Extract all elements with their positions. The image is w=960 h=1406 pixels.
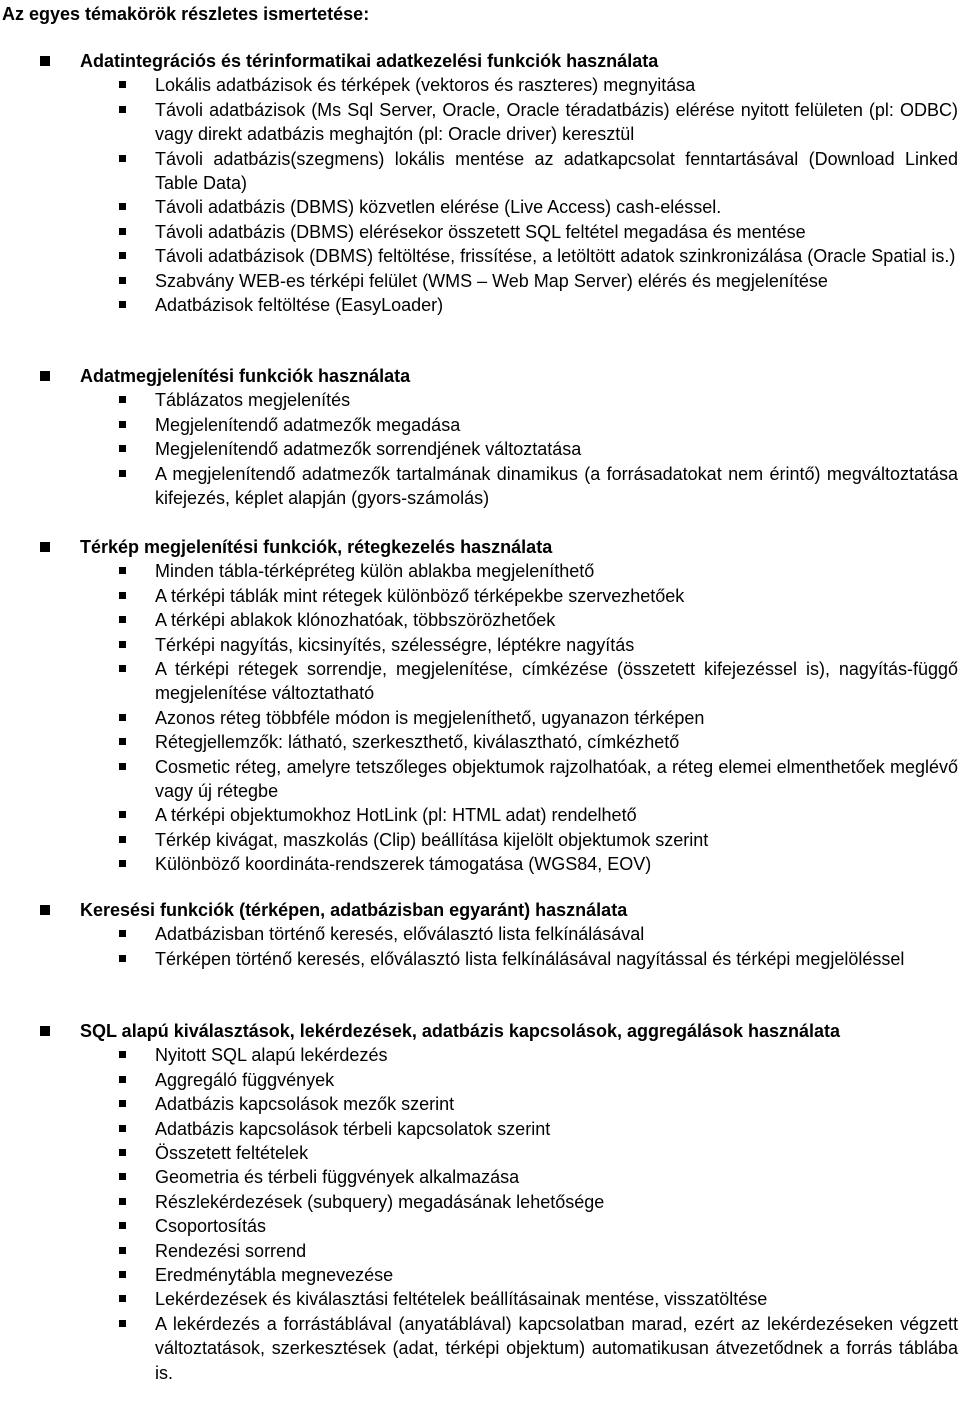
list-item [0,1117,960,1141]
list-item [0,98,960,147]
square-bullet-icon [119,106,126,113]
list-item-text: Térképi nagyítás, kicsinyítés, szélességre, léptékre nagyítás [155,634,635,655]
section-heading [0,535,960,559]
page-title: Az egyes témakörök részletes ismertetése: [2,4,370,24]
square-bullet-icon [119,955,126,962]
list-item-text: Adatbázisok feltöltése (EasyLoader) [155,295,444,316]
square-bullet-icon [119,665,126,672]
square-bullet-icon [119,470,126,477]
square-bullet-icon [119,616,126,623]
list-item [0,852,960,876]
section-data-integration [0,49,960,317]
square-bullet-icon [119,1247,126,1254]
square-bullet-icon [119,714,126,721]
square-bullet-icon [119,1051,126,1058]
list-item-text: Szabvány WEB-es térképi felület (WMS – Web Map Server) elérés és megjelenítése [155,270,828,291]
square-bullet-icon [119,81,126,88]
square-bullet-icon [119,228,126,235]
square-bullet-icon [119,1320,126,1327]
list-item [0,559,960,583]
square-bullet-icon [119,252,126,259]
list-item [0,1287,960,1311]
square-bullet-icon [119,930,126,937]
section-heading [0,1019,960,1043]
section-heading [0,49,960,73]
square-bullet-icon [119,1100,126,1107]
list-item-text: Távoli adatbázis (DBMS) közvetlen elérése (Live Access) cash-eléssel. [155,197,722,218]
list-item [0,947,960,971]
list-item [0,195,960,219]
list-item-text: A lekérdezés a forrástáblával (anyatáblával) kapcsolatban marad, ezért az lekérdezéseken végzett változtatások, szerkesztések (adat, térképi objektum) automatikusan átvezetődnek a forrás táblába is. [155,1313,958,1383]
square-bullet-icon [119,1149,126,1156]
list-item [0,1068,960,1092]
square-bullet-icon [119,738,126,745]
list-item-text: Nyitott SQL alapú lekérdezés [155,1045,388,1066]
section-heading [0,364,960,388]
list-item [0,293,960,317]
square-bullet-icon [40,56,50,66]
list-item-text: Távoli adatbázis (DBMS) elérésekor összetett SQL feltétel megadása és mentése [155,221,806,242]
list-item [0,608,960,632]
list-item-text: A térképi rétegek sorrendje, megjelenítése, címkézése (összetett kifejezéssel is), nagyítás-függő megjelenítése változtatható [155,659,958,704]
square-bullet-icon [119,203,126,210]
list-item [0,413,960,437]
square-bullet-icon [119,811,126,818]
section-map-display [0,535,960,877]
square-bullet-icon [119,396,126,403]
list-item-text: Távoli adatbázis(szegmens) lokális mentése az adatkapcsolat fenntartásával (Download Linked Table Data) [155,148,958,194]
square-bullet-icon [119,836,126,843]
list-item-text: Térkép kivágat, maszkolás (Clip) beállítása kijelölt objektumok szerint [155,829,709,850]
list-item-text: Adatbázisban történő keresés, előválasztó lista felkínálásával [155,924,645,945]
item-list [0,559,960,876]
square-bullet-icon [119,1222,126,1229]
list-item [0,388,960,412]
square-bullet-icon [119,1076,126,1083]
list-item [0,657,960,706]
list-item [0,730,960,754]
section-search [0,898,960,971]
square-bullet-icon [119,1173,126,1180]
list-item-text: Lekérdezések és kiválasztási feltételek beállításainak mentése, visszatöltése [155,1289,768,1310]
list-item [0,220,960,244]
list-item [0,269,960,293]
item-list [0,73,960,317]
list-item [0,828,960,852]
square-bullet-icon [40,542,50,552]
list-item [0,922,960,946]
list-item-text: Táblázatos megjelenítés [155,390,351,411]
section-heading-text: Térkép megjelenítési funkciók, rétegkezelés használata [80,537,553,557]
list-item-text: Lokális adatbázisok és térképek (vektoros és raszteres) megnyitása [155,75,696,96]
item-list [0,1043,960,1385]
square-bullet-icon [119,1295,126,1302]
list-item-text: Adatbázis kapcsolások térbeli kapcsolatok szerint [155,1118,551,1139]
list-item [0,1043,960,1067]
section-data-display [0,364,960,510]
section-heading-text: Keresési funkciók (térképen, adatbázisban egyaránt) használata [80,900,628,920]
list-item-text: Geometria és térbeli függvények alkalmazása [155,1167,520,1188]
list-item-text: Rendezési sorrend [155,1240,307,1261]
square-bullet-icon [119,421,126,428]
list-item-text: A térképi táblák mint rétegek különböző térképekbe szervezhetőek [155,585,685,606]
square-bullet-icon [40,905,50,915]
list-item-text: Csoportosítás [155,1216,267,1237]
list-item-text: A térképi objektumokhoz HotLink (pl: HTML adat) rendelhető [155,805,637,826]
square-bullet-icon [119,1198,126,1205]
list-item [0,1239,960,1263]
square-bullet-icon [119,301,126,308]
list-item [0,147,960,196]
square-bullet-icon [119,641,126,648]
list-item-text: Megjelenítendő adatmezők sorrendjének változtatása [155,439,582,460]
list-item-text: A térképi ablakok klónozhatóak, többszörözhetőek [155,610,556,631]
list-item-text: A megjelenítendő adatmezők tartalmának dinamikus (a forrásadatokat nem érintő) megváltoztatása kifejezés, képlet alapján (gyors-számolás) [155,463,958,509]
square-bullet-icon [119,445,126,452]
list-item-text: Részlekérdezések (subquery) megadásának lehetősége [155,1191,605,1212]
square-bullet-icon [119,860,126,867]
item-list [0,388,960,510]
square-bullet-icon [119,592,126,599]
list-item [0,584,960,608]
square-bullet-icon [40,371,50,381]
list-item [0,633,960,657]
list-item [0,706,960,730]
square-bullet-icon [40,1026,50,1036]
list-item-text: Cosmetic réteg, amelyre tetszőleges objektumok rajzolhatóak, a réteg elemei elmenthetőek meglévő vagy új rétegbe [155,756,958,802]
square-bullet-icon [119,1125,126,1132]
section-heading [0,898,960,922]
section-heading-text: SQL alapú kiválasztások, lekérdezések, adatbázis kapcsolások, aggregálások használata [80,1021,841,1041]
list-item-text: Aggregáló függvények [155,1069,335,1090]
list-item [0,1165,960,1189]
list-item [0,1141,960,1165]
list-item-text: Távoli adatbázisok (DBMS) feltöltése, frissítése, a letöltött adatok szinkronizálása (Oracle Spatial is.) [155,246,956,267]
list-item [0,73,960,97]
list-item-text: Minden tábla-térképréteg külön ablakba megjeleníthető [155,561,595,582]
list-item-text: Eredménytábla megnevezése [155,1265,394,1286]
square-bullet-icon [119,763,126,770]
section-heading-text: Adatintegrációs és térinformatikai adatkezelési funkciók használata [80,51,659,71]
list-item [0,1312,960,1385]
list-item [0,1092,960,1116]
square-bullet-icon [119,1271,126,1278]
list-item [0,1190,960,1214]
list-item [0,437,960,461]
square-bullet-icon [119,277,126,284]
list-item [0,803,960,827]
list-item-text: Távoli adatbázisok (Ms Sql Server, Oracle, Oracle téradatbázis) elérése nyitott felületen (pl: ODBC) vagy direkt adatbázis meghajtón (pl: Oracle driver) keresztül [155,99,958,145]
square-bullet-icon [119,567,126,574]
list-item [0,1263,960,1287]
list-item-text: Összetett feltételek [155,1143,309,1164]
list-item [0,755,960,804]
list-item [0,244,960,268]
square-bullet-icon [119,155,126,162]
list-item-text: Rétegjellemzők: látható, szerkeszthető, kiválasztható, címkézhető [155,732,680,753]
section-heading-text: Adatmegjelenítési funkciók használata [80,366,411,386]
list-item-text: Azonos réteg többféle módon is megjeleníthető, ugyanazon térképen [155,707,705,728]
list-item-text: Különböző koordináta-rendszerek támogatása (WGS84, EOV) [155,854,652,875]
list-item-text: Megjelenítendő adatmezők megadása [155,414,461,435]
list-item-text: Térképen történő keresés, előválasztó lista felkínálásával nagyítással és térképi megjelöléssel [155,948,905,969]
list-item [0,462,960,511]
item-list [0,922,960,971]
list-item [0,1214,960,1238]
list-item-text: Adatbázis kapcsolások mezők szerint [155,1094,455,1115]
section-sql [0,1019,960,1385]
